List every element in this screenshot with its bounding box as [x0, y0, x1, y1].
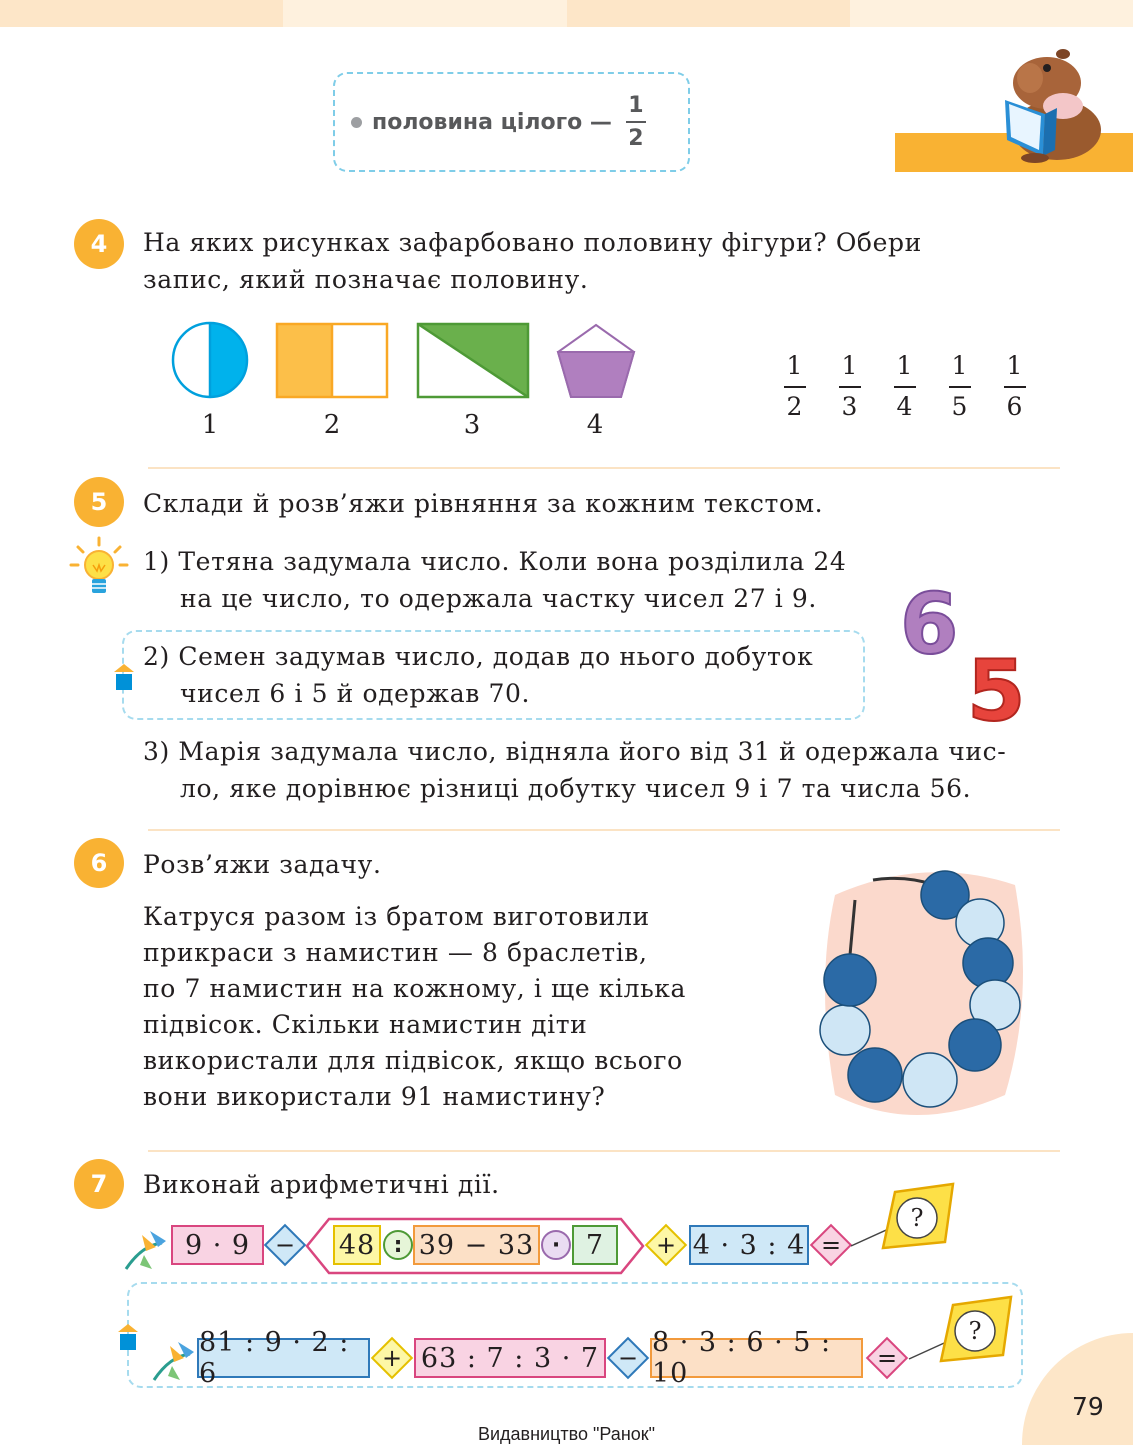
task-number-badge: 4: [74, 219, 124, 269]
page-number: 79: [1072, 1392, 1104, 1421]
plus-sign: +: [381, 1344, 403, 1372]
task5-item-3: 3) Марія задумала число, відняла його від 31 й одержала чис- ло, яке дорівнює різниці добутку чисел 9 і 7 та числа 56.: [143, 737, 1007, 803]
task4-line2: запис, який позначає половину.: [143, 265, 589, 294]
multiplication-sign: ·: [541, 1230, 571, 1260]
rule-fraction-num: 1: [628, 92, 644, 118]
expression-box: 8 · 3 : 6 · 5 : 10: [650, 1338, 863, 1378]
beads-illustration: [805, 865, 1035, 1130]
minus-sign: −: [617, 1344, 639, 1372]
fraction-option[interactable]: $\frac{1}{6}$: [997, 352, 1032, 420]
blue-house-icon: [116, 1322, 140, 1352]
separator: [148, 829, 1060, 831]
task5-item-2: 2) Семен задумав число, додав до нього добуток чисел 6 і 5 й одержав 70.: [143, 642, 814, 708]
publisher: Видавництво "Ранок": [477, 1424, 656, 1444]
task5-item-1: 1) Тетяна задумала число. Коли вона розділила 24 на це число, то одержала частку чисел 27 і 9.: [143, 547, 847, 613]
expression-box: 81 : 9 · 2 : 6: [197, 1338, 370, 1378]
task6-title: Розв’яжи задачу.: [143, 850, 382, 879]
rule-box: [333, 72, 690, 172]
answer-placeholder[interactable]: ?: [968, 1317, 982, 1345]
rule-fraction: [626, 94, 646, 150]
shape-label-2: 2: [323, 410, 341, 440]
division-sign: :: [383, 1230, 413, 1260]
expression-box: 9 · 9: [171, 1225, 264, 1265]
fraction-option[interactable]: $\frac{1}{3}$: [832, 352, 867, 420]
top-strip-2: [283, 0, 567, 27]
decorative-number-6: 6: [900, 575, 959, 673]
task-number-badge: 6: [74, 838, 124, 888]
rule-fraction-den: 2: [628, 126, 644, 151]
rule-text: половина цілого —: [372, 109, 612, 135]
shape-label-1: 1: [201, 410, 219, 440]
expression-box: 39 − 33: [413, 1225, 540, 1265]
pentagon-shape: [555, 322, 637, 400]
top-strip-4: [850, 0, 1133, 27]
half-circle-shape: [170, 320, 250, 400]
task7-title: Виконай арифметичні дії.: [143, 1170, 500, 1199]
lightbulb-icon: [68, 535, 130, 601]
minus-sign: −: [274, 1231, 296, 1259]
answer-kite[interactable]: [845, 1180, 960, 1260]
answer-placeholder[interactable]: ?: [910, 1204, 924, 1232]
shape-label-3: 3: [463, 410, 481, 440]
capybara-illustration: [995, 38, 1115, 163]
separator: [148, 1150, 1060, 1152]
expression-box: 7: [572, 1225, 618, 1265]
equals-sign: =: [820, 1231, 842, 1259]
top-strip-1: [0, 0, 283, 27]
task5-title: Склади й розв’яжи рівняння за кожним текстом.: [143, 489, 824, 518]
task-number-badge: 5: [74, 477, 124, 527]
separator: [148, 467, 1060, 469]
plus-sign: +: [655, 1231, 677, 1259]
task4-text: [143, 224, 922, 298]
answer-kite[interactable]: [903, 1293, 1018, 1373]
decorative-number-5: 5: [967, 642, 1026, 740]
kite-tail-icon: [122, 1225, 168, 1273]
triangle-rectangle-shape: [416, 322, 530, 400]
bullet-icon: [351, 117, 362, 128]
fraction-options: [777, 352, 1032, 420]
top-strip-3: [567, 0, 850, 27]
expression-box: 4 · 3 : 4: [689, 1225, 809, 1265]
task6-problem: Катруся разом із братом виготовили прикраси з намистин — 8 браслетів, по 7 намистин на кожному, і ще кілька підвісок. Скільки намистин діти використали для підвісок, якщо всього вони використали 91 намистину?: [143, 902, 687, 1111]
half-rectangle-shape: [275, 322, 389, 400]
blue-house-icon: [112, 662, 136, 692]
kite-tail-icon: [150, 1336, 196, 1384]
task4-line1: На яких рисунках зафарбовано половину фігури? Обери: [143, 228, 922, 257]
fraction-option[interactable]: $\frac{1}{2}$: [777, 352, 812, 420]
expression-box: 48: [333, 1225, 381, 1265]
shape-label-4: 4: [586, 410, 604, 440]
equals-sign: =: [876, 1344, 898, 1372]
expression-box: 63 : 7 : 3 · 7: [414, 1338, 606, 1378]
task-number-badge: 7: [74, 1159, 124, 1209]
fraction-option[interactable]: $\frac{1}{5}$: [942, 352, 977, 420]
fraction-option[interactable]: $\frac{1}{4}$: [887, 352, 922, 420]
